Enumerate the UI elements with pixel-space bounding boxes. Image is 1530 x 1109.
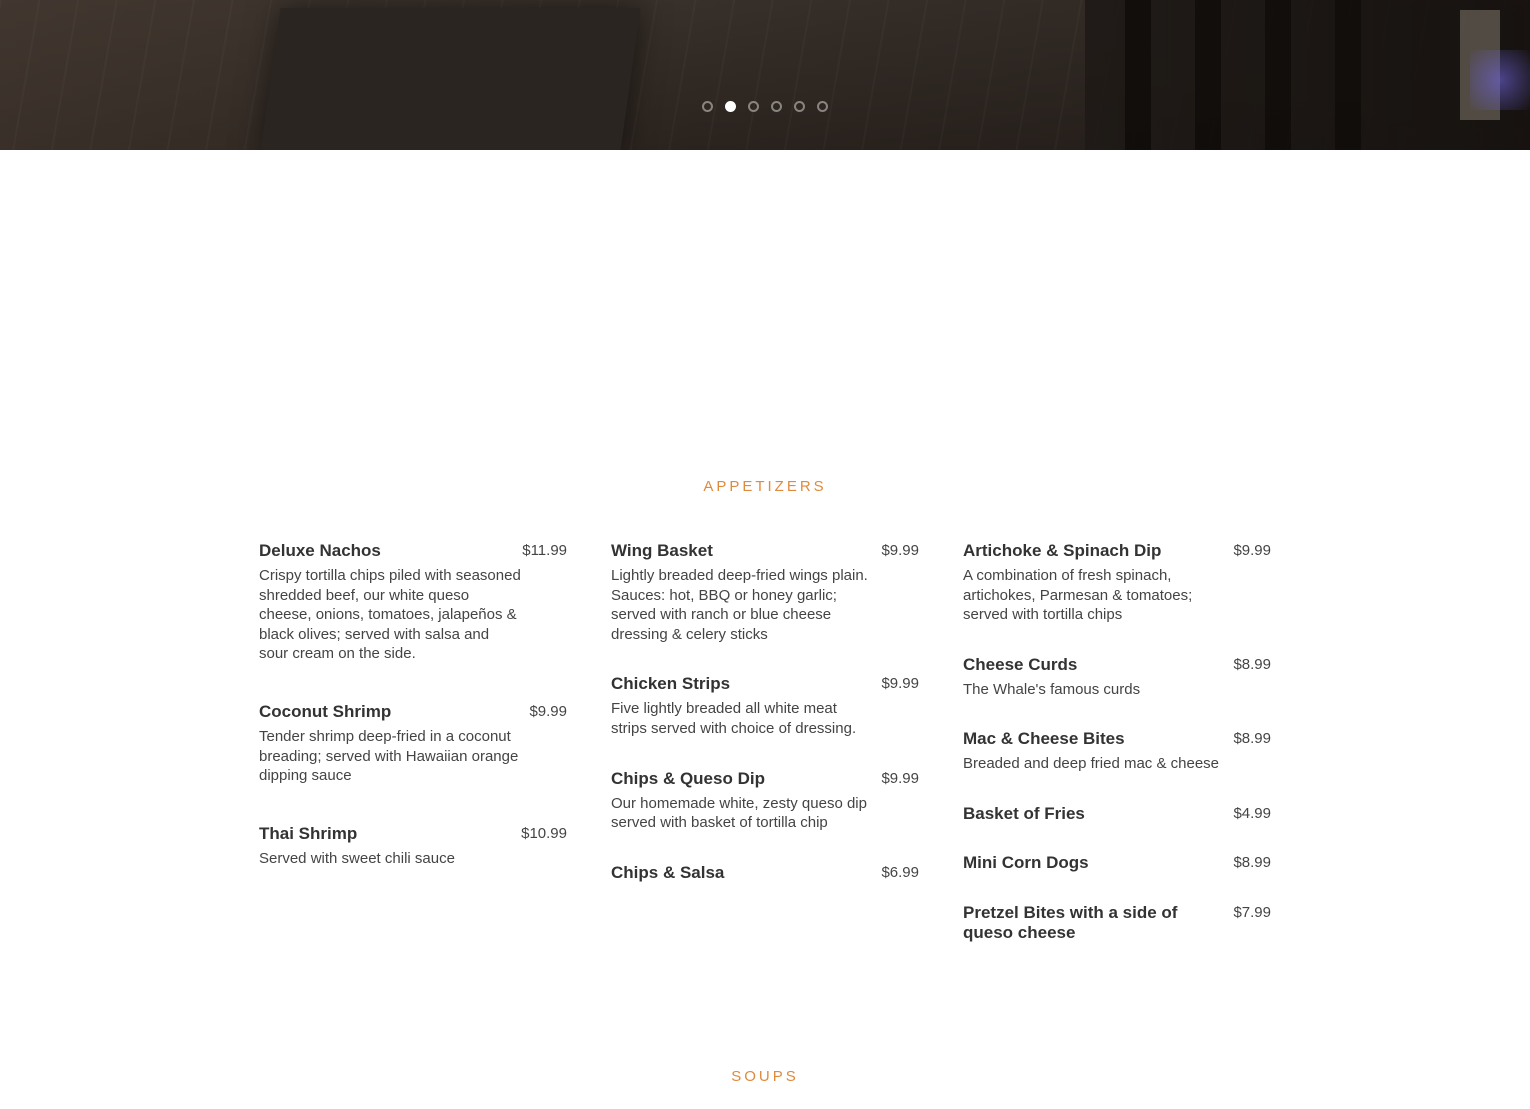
menu-item-price: $8.99 xyxy=(1233,730,1271,748)
menu-item-price: $6.99 xyxy=(881,863,919,881)
menu-item-name: Cheese Curds xyxy=(963,654,1078,674)
menu-item xyxy=(259,824,567,869)
hero-image-table xyxy=(259,8,640,150)
menu-item xyxy=(963,903,1271,943)
menu-item-name: Thai Shrimp xyxy=(259,823,358,843)
menu-item-name: Mac & Cheese Bites xyxy=(963,729,1125,749)
menu-item-description: Our homemade white, zesty queso dip served with basket of tortilla chip xyxy=(611,794,867,832)
menu-item-description: A combination of fresh spinach, artichokes, Parmesan & tomatoes; served with tortilla chips xyxy=(963,567,1193,624)
menu-item-price: $8.99 xyxy=(1233,853,1271,871)
menu-item-name: Coconut Shrimp xyxy=(259,701,392,721)
menu-item xyxy=(611,863,919,883)
menu-column-3 xyxy=(963,541,1271,981)
menu-item-name: Pretzel Bites with a side of queso cheese xyxy=(963,902,1178,942)
menu-item xyxy=(963,853,1271,873)
hero-image-chair xyxy=(1085,0,1530,150)
menu-item xyxy=(963,541,1271,625)
hero-slider xyxy=(0,0,1530,150)
slide-dot-1[interactable] xyxy=(702,101,713,112)
menu-item-price: $9.99 xyxy=(1233,542,1271,559)
menu-item xyxy=(611,769,919,833)
menu-item-price: $9.99 xyxy=(881,542,919,559)
slide-dot-4[interactable] xyxy=(771,101,782,112)
menu-item-name: Artichoke & Spinach Dip xyxy=(963,541,1162,560)
menu-item xyxy=(611,541,919,644)
menu-item xyxy=(963,804,1271,824)
menu-item-name: Chips & Queso Dip xyxy=(611,768,765,788)
menu-item xyxy=(259,541,567,664)
menu-item xyxy=(611,674,919,738)
menu-item-name: Mini Corn Dogs xyxy=(963,852,1089,872)
menu-column-2 xyxy=(611,541,919,921)
slide-dot-3[interactable] xyxy=(748,101,759,112)
menu-column-1 xyxy=(259,541,567,906)
menu-item-price: $9.99 xyxy=(881,675,919,693)
section-title-soups: SOUPS xyxy=(731,1068,799,1085)
slider-pagination xyxy=(0,101,1530,112)
menu-item-description: Served with sweet chili sauce xyxy=(259,849,455,867)
menu-item-price: $7.99 xyxy=(1233,903,1271,921)
slide-dot-5[interactable] xyxy=(794,101,805,112)
menu-item-name: Chicken Strips xyxy=(611,674,731,694)
menu-item-name: Wing Basket xyxy=(611,541,713,560)
menu-item-price: $9.99 xyxy=(881,769,919,787)
menu-item-price: $4.99 xyxy=(1233,804,1271,822)
menu-item-description: Crispy tortilla chips piled with seasoned shredded beef, our white queso cheese, onions, tomatoes, jalapeños & black olives; served with salsa and sour cream on the side. xyxy=(259,567,521,663)
menu-item-description: Breaded and deep fried mac & cheese xyxy=(963,755,1220,773)
menu-item xyxy=(963,655,1271,700)
section-title-appetizers: APPETIZERS xyxy=(703,478,827,495)
menu-item-price: $9.99 xyxy=(529,702,567,720)
menu-item xyxy=(259,702,567,786)
menu-item-price: $8.99 xyxy=(1233,655,1271,673)
slide-dot-6[interactable] xyxy=(817,101,828,112)
menu-item xyxy=(963,729,1271,774)
menu-item-price: $10.99 xyxy=(521,824,567,842)
menu-item-name: Deluxe Nachos xyxy=(259,541,381,560)
menu-item-description: The Whale's famous curds xyxy=(963,680,1141,698)
menu-item-name: Basket of Fries xyxy=(963,803,1085,823)
menu-item-price: $11.99 xyxy=(522,542,567,559)
menu-item-name: Chips & Salsa xyxy=(611,862,725,882)
menu-item-description: Lightly breaded deep-fried wings plain. Sauces: hot, BBQ or honey garlic; served with ranch or blue cheese dressing & celery sticks xyxy=(611,567,868,643)
menu-item-description: Five lightly breaded all white meat strips served with choice of dressing. xyxy=(611,700,857,737)
slide-dot-2[interactable] xyxy=(725,101,736,112)
menu-item-description: Tender shrimp deep-fried in a coconut breading; served with Hawaiian orange dipping sauce xyxy=(259,727,519,785)
